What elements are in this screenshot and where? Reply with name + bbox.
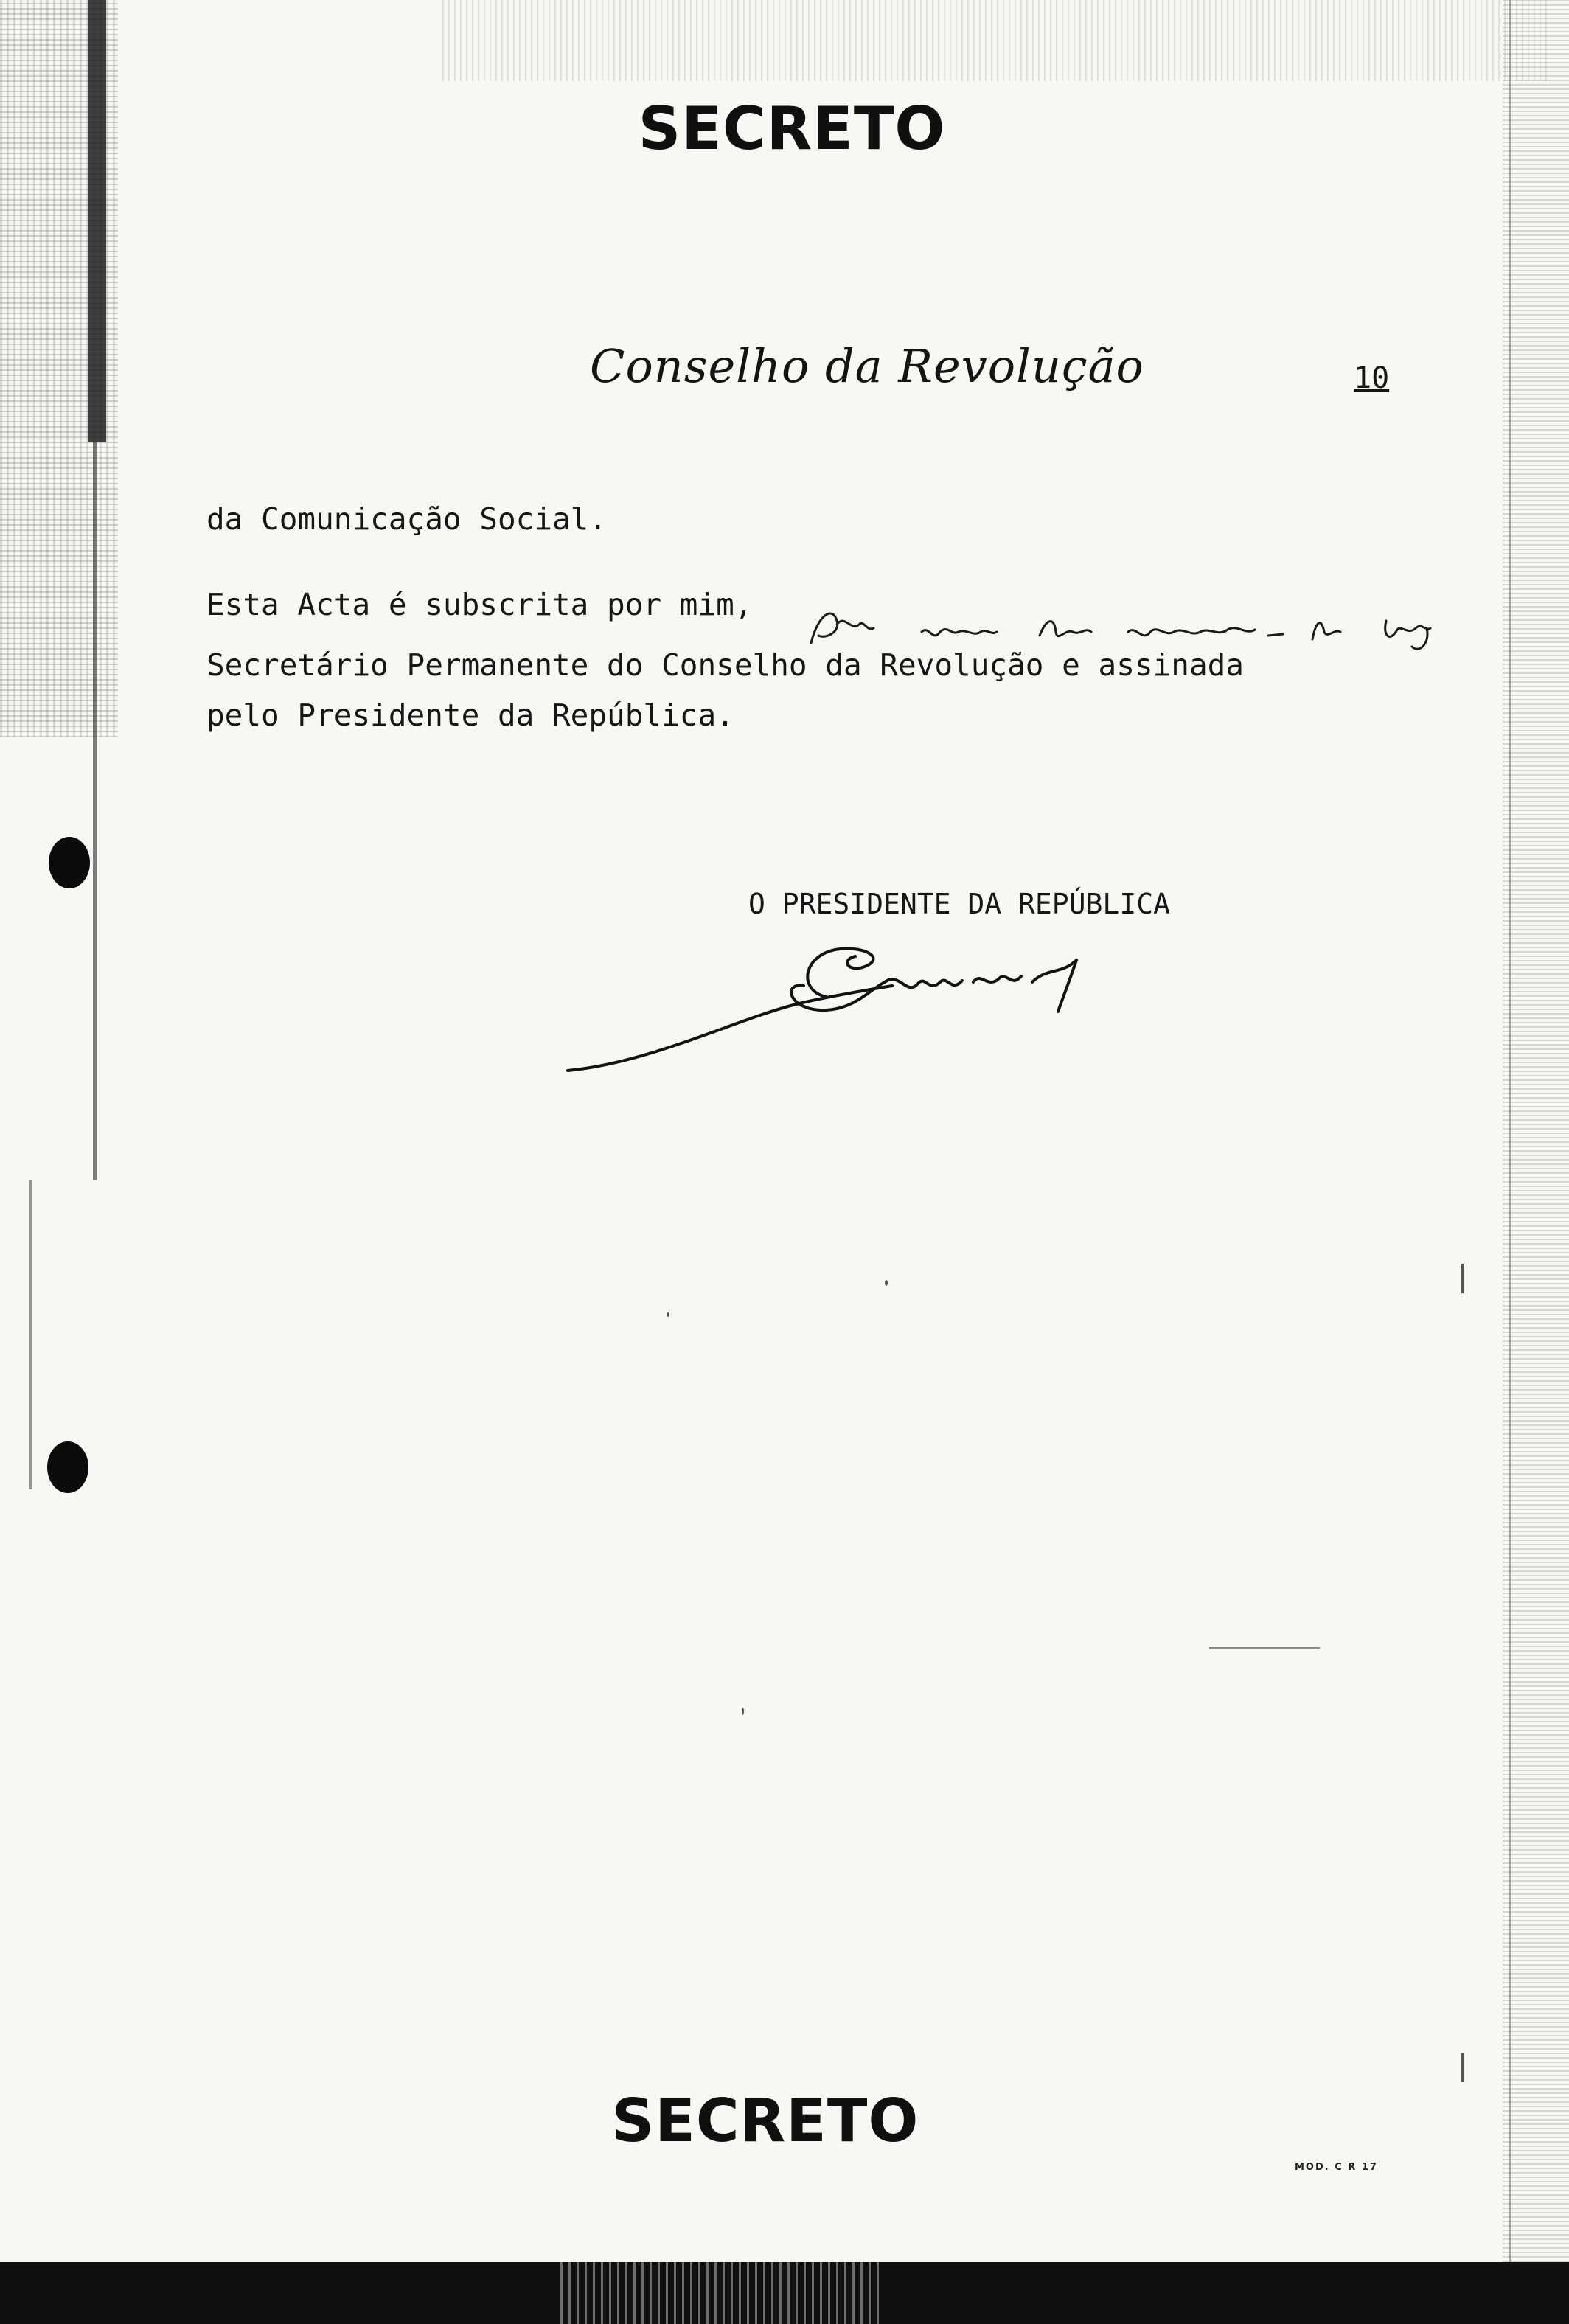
scan-left-edge-shadow (88, 0, 106, 442)
scan-left-edge-line-lower (29, 1180, 32, 1489)
punch-hole-lower (47, 1441, 88, 1493)
scan-bottom-noise (560, 2262, 885, 2324)
signatory-title: O PRESIDENTE DA REPÚBLICA (748, 888, 1170, 920)
body-line-1: da Comunicação Social. (206, 501, 608, 537)
scan-speck (885, 1280, 888, 1286)
scan-left-edge-line (93, 442, 97, 1180)
president-signature (560, 930, 1165, 1078)
body-line-3: Secretário Permanente do Conselho da Revolução e assinada (206, 647, 1244, 683)
page-number: 10 (1354, 361, 1390, 395)
scan-speck (667, 1312, 669, 1317)
scan-speck (1461, 1264, 1464, 1293)
scan-speck (1209, 1647, 1320, 1649)
body-line-4: pelo Presidente da República. (206, 697, 734, 733)
classification-stamp-top: SECRETO (638, 94, 946, 163)
form-code: MOD. C R 17 (1295, 2162, 1378, 2173)
classification-stamp-bottom: SECRETO (611, 2087, 919, 2155)
body-line-2: Esta Acta é subscrita por mim, (206, 587, 753, 622)
scan-right-edge-noise (1503, 0, 1569, 2324)
scan-right-edge-line (1509, 0, 1511, 2324)
scan-speck (1461, 2053, 1464, 2082)
scan-top-noise (442, 0, 1548, 81)
letterhead: Conselho da Revolução (590, 339, 1144, 393)
scan-speck (742, 1708, 744, 1715)
punch-hole-upper (49, 837, 90, 888)
